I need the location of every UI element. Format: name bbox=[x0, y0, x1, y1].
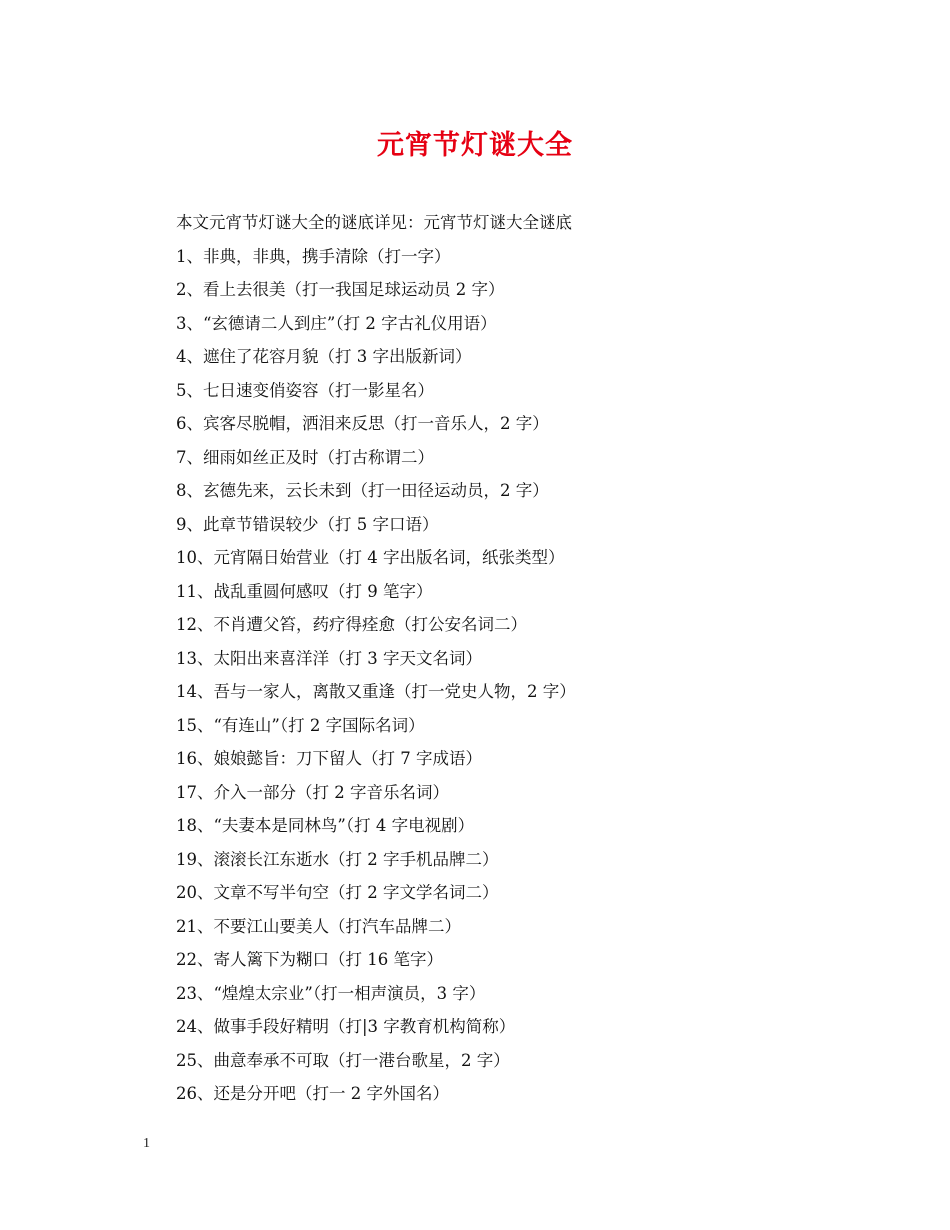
riddle-item-10: 10、元宵隔日始营业（打 4 字出版名词，纸张类型） bbox=[176, 548, 565, 567]
page-number: 1 bbox=[143, 1136, 150, 1151]
riddle-item-6: 6、宾客尽脱帽，洒泪来反思（打一音乐人，2 字） bbox=[176, 414, 549, 433]
riddle-item-2: 2、看上去很美（打一我国足球运动员 2 字） bbox=[176, 280, 505, 299]
riddle-item-12: 12、不肖遭父笞，药疗得痊愈（打公安名词二） bbox=[176, 615, 527, 634]
riddle-body bbox=[176, 206, 796, 1111]
riddle-item-19: 19、滚滚长江东逝水（打 2 字手机品牌二） bbox=[176, 849, 499, 869]
riddle-item-1: 1、非典，非典，携手清除（打一字） bbox=[176, 246, 451, 266]
riddle-item-23: 23、“煌煌太宗业”（打一相声演员，3 字） bbox=[176, 983, 486, 1003]
riddle-item-4: 4、遮住了花容月貌（打 3 字出版新词） bbox=[176, 347, 472, 366]
riddle-item-8: 8、玄德先来，云长未到（打一田径运动员，2 字） bbox=[176, 481, 549, 500]
riddle-item-3: 3、“玄德请二人到庄”（打 2 字古礼仪用语） bbox=[176, 313, 497, 333]
riddle-item-9: 9、此章节错误较少（打 5 字口语） bbox=[176, 514, 439, 534]
riddle-item-13: 13、太阳出来喜洋洋（打 3 字天文名词） bbox=[176, 648, 482, 668]
riddle-item-18: 18、“夫妻本是同林鸟”（打 4 字电视剧） bbox=[176, 816, 475, 835]
intro-paragraph: 本文元宵节灯谜大全的谜底详见：元宵节灯谜大全谜底 bbox=[176, 213, 572, 232]
riddle-item-21: 21、不要江山要美人（打汽车品牌二） bbox=[176, 916, 461, 936]
riddle-item-11: 11、战乱重圆何感叹（打 9 笔字） bbox=[176, 581, 433, 601]
page-title: 元宵节灯谜大全 bbox=[377, 130, 573, 161]
riddle-item-17: 17、介入一部分（打 2 字音乐名词） bbox=[176, 782, 449, 802]
riddle-item-14: 14、吾与一家人，离散又重逢（打一党史人物，2 字） bbox=[176, 682, 576, 701]
riddle-item-25: 25、曲意奉承不可取（打一港台歌星，2 字） bbox=[176, 1050, 510, 1070]
riddle-item-24: 24、做事手段好精明（打|3 字教育机构简称） bbox=[176, 1017, 516, 1036]
riddle-item-20: 20、文章不写半句空（打 2 字文学名词二） bbox=[176, 883, 499, 902]
riddle-item-22: 22、寄人篱下为糊口（打 16 笔字） bbox=[176, 950, 443, 969]
riddle-item-26: 26、还是分开吧（打一 2 字外国名） bbox=[176, 1084, 449, 1103]
riddle-item-16: 16、娘娘懿旨：刀下留人（打 7 字成语） bbox=[176, 749, 482, 768]
riddle-item-7: 7、细雨如丝正及时（打古称谓二） bbox=[176, 447, 434, 467]
riddle-item-15: 15、“有连山”（打 2 字国际名词） bbox=[176, 715, 425, 735]
riddle-item-5: 5、七日速变俏姿容（打一影星名） bbox=[176, 380, 434, 400]
